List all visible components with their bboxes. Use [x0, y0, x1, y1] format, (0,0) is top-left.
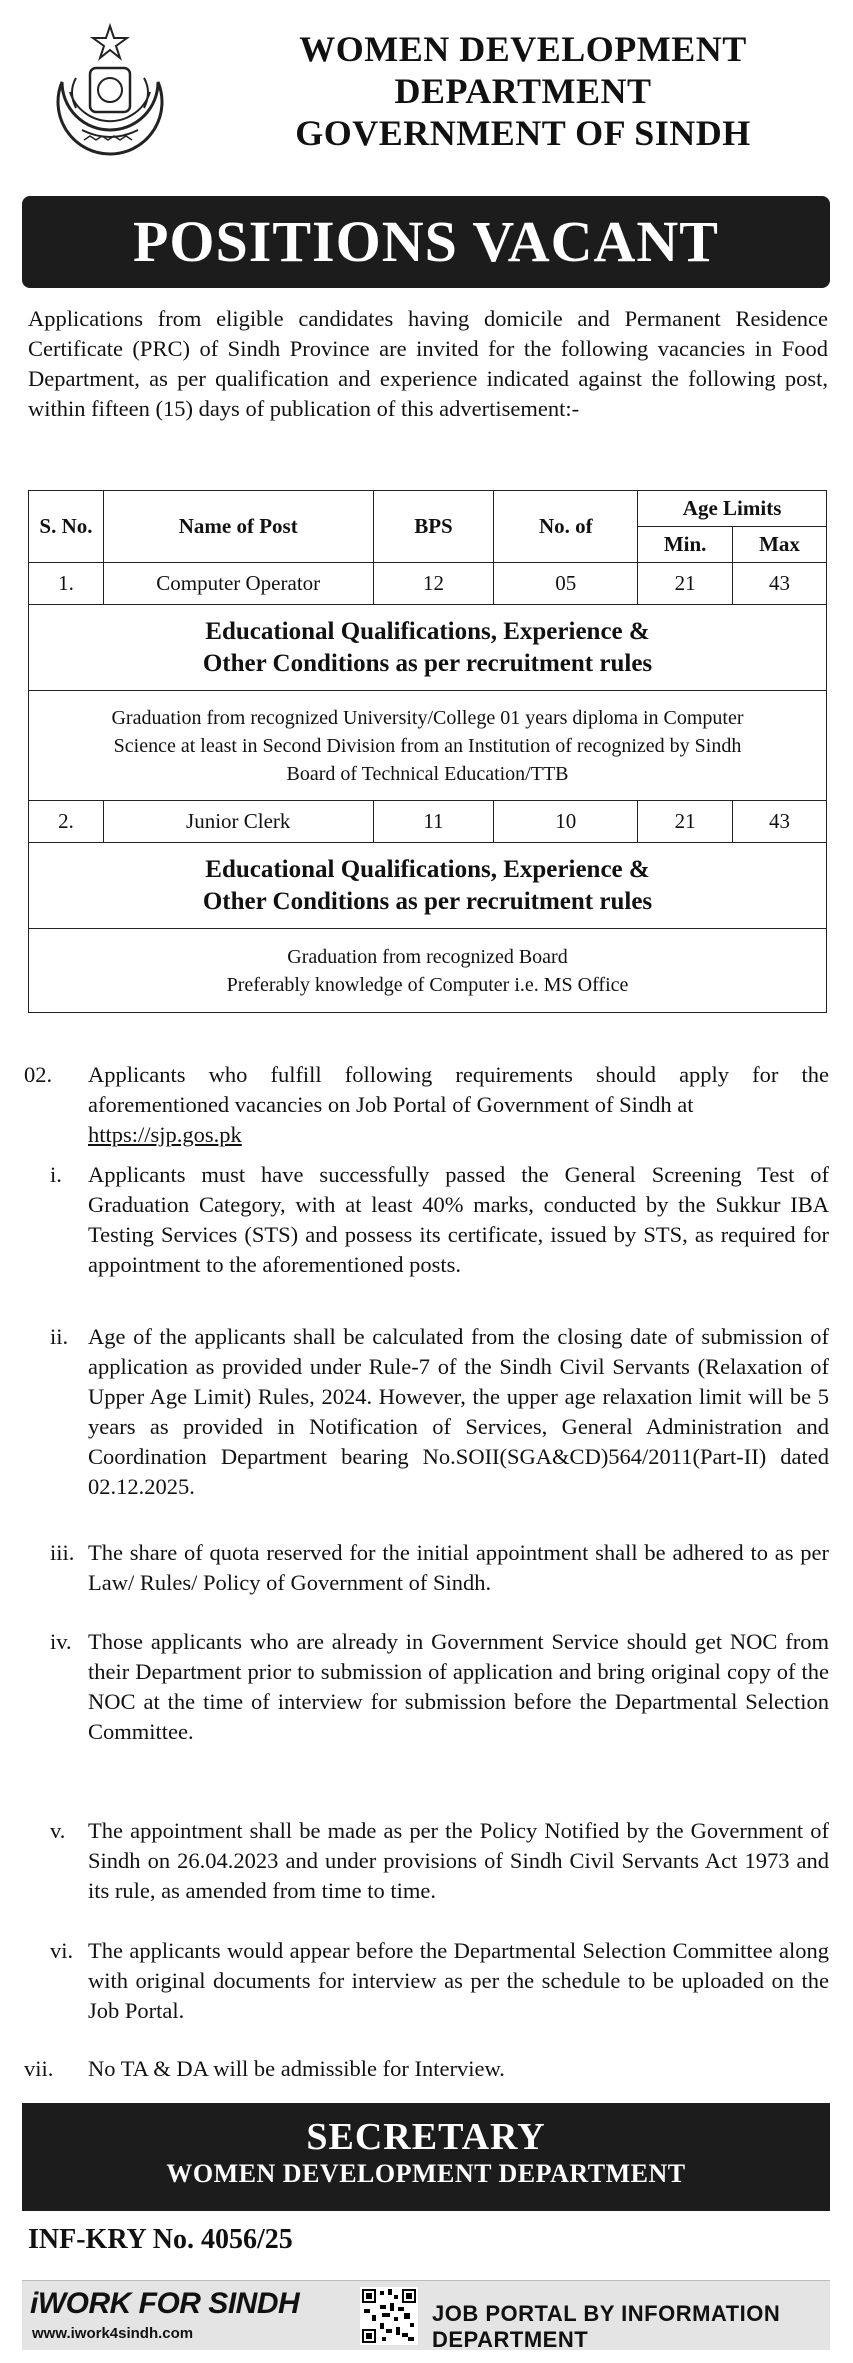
item-text: The applicants would appear before the Departmental Selection Committee along with original documents for interview as per the schedule to be uploaded on the Job Portal.: [88, 1938, 829, 2023]
paragraph-02: [24, 1060, 829, 1150]
job-portal-strip: [22, 2280, 830, 2350]
job-portal-link[interactable]: https://sjp.gos.pk: [88, 1122, 242, 1147]
job-portal-caption: JOB PORTAL BY INFORMATION DEPARTMENT: [432, 2301, 781, 2352]
conditions-line-1: Educational Qualifications, Experience &: [205, 617, 650, 645]
list-item: [24, 1816, 829, 1906]
list-item: [24, 1160, 829, 1280]
item-number: v.: [50, 1818, 66, 1843]
header-sno: S. No.: [29, 491, 104, 563]
list-item: [24, 1936, 829, 2026]
signatory-department: WOMEN DEVELOPMENT DEPARTMENT: [166, 2159, 686, 2188]
conditions-row: [29, 843, 827, 929]
item-text: Applicants must have successfully passed the General Screening Test of Graduation Category, with at least 40% marks, conducted by the Sukkur IBA Testing Services (STS) and possess its certificate, issued by STS, as required for appointment to the aforementioned posts.: [88, 1162, 829, 1277]
qualification-cell: [29, 929, 827, 1013]
conditions-line-2: Other Conditions as per recruitment rules: [202, 649, 653, 677]
positions-vacant-banner: POSITIONS VACANT: [22, 196, 830, 288]
vacancy-table: [28, 490, 827, 1013]
list-item: [24, 1538, 829, 1598]
iwork-for-sindh-logo: iWORK FOR SINDH: [30, 2287, 300, 2320]
header-post: Name of Post: [103, 491, 373, 563]
cell-sno: 2.: [29, 801, 104, 843]
list-item: [24, 1627, 829, 1747]
cell-min-age: 21: [638, 563, 733, 605]
cell-max-age: 43: [733, 801, 827, 843]
header-count: No. of: [494, 491, 638, 563]
item-text: The share of quota reserved for the initial appointment shall be adhered to as per Law/ Rules/ Policy of Government of Sindh.: [88, 1540, 829, 1595]
department-line-2: DEPARTMENT: [394, 71, 652, 111]
cell-count: 05: [494, 563, 638, 605]
cell-post: Junior Clerk: [103, 801, 373, 843]
website-url[interactable]: www.iwork4sindh.com: [32, 2325, 194, 2342]
department-name: [228, 28, 818, 154]
conditions-cell: [29, 605, 827, 691]
item-number: iv.: [50, 1629, 72, 1654]
header-age-limits: Age Limits: [638, 491, 827, 527]
item-text: No TA & DA will be admissible for Interview.: [88, 2056, 505, 2081]
item-text: Those applicants who are already in Government Service should get NOC from their Department prior to submission of application and bring original copy of the NOC at the time of interview for submission before the Departmental Selection Committee.: [88, 1629, 829, 1744]
cell-sno: 1.: [29, 563, 104, 605]
item-text: Age of the applicants shall be calculated from the closing date of submission of application as provided under Rule-7 of the Sindh Civil Servants (Relaxation of Upper Age Limit) Rules, 2024. However, the upper age relaxation limit will be 5 years as provided in Notification of Services, General Administration and Coordination Department bearing No.SOII(SGA&CD)564/2011(Part-II) dated 02.12.2025.: [88, 1324, 829, 1499]
cell-post: Computer Operator: [103, 563, 373, 605]
item-number: i.: [50, 1162, 62, 1187]
qualification-row: [29, 691, 827, 801]
table-header-row: [29, 491, 827, 527]
department-line-1: WOMEN DEVELOPMENT: [299, 29, 747, 69]
qualification-line-2: Science at least in Second Division from an Institution of recognized by Sindh: [113, 734, 742, 757]
item-number: ii.: [50, 1324, 69, 1349]
department-line-3: GOVERNMENT OF SINDH: [295, 113, 751, 153]
qualification-line-3: Board of Technical Education/TTB: [286, 762, 569, 785]
header-max: Max: [733, 527, 827, 563]
conditions-row: [29, 605, 827, 691]
item-text: The appointment shall be made as per the Policy Notified by the Government of Sindh on 26.04.2023 and under provisions of Sindh Civil Servants Act 1973 and its rule, as amended from time to time.: [88, 1818, 829, 1903]
cell-bps: 12: [373, 563, 494, 605]
qualification-row: [29, 929, 827, 1013]
item-number: vii.: [24, 2056, 54, 2081]
qualification-cell: [29, 691, 827, 801]
intro-paragraph: Applications from eligible candidates having domicile and Permanent Residence Certificate (PRC) of Sindh Province are invited for the following vacancies in Food Department, as per qualification and experience indicated against the following post, within fifteen (15) days of publication of this advertisement:-: [28, 306, 828, 421]
item-number: vi.: [50, 1938, 74, 1963]
cell-max-age: 43: [733, 563, 827, 605]
signatory-banner: [22, 2103, 830, 2211]
table-row: [29, 563, 827, 605]
qualification-line-1: Graduation from recognized University/College 01 years diploma in Computer: [111, 706, 744, 729]
paragraph-02-text: Applicants who fulfill following requirements should apply for the aforementioned vacancies on Job Portal of Government of Sindh at: [88, 1062, 829, 1117]
paragraph-number: 02.: [24, 1062, 53, 1087]
header-bps: BPS: [373, 491, 494, 563]
paragraph-body: [24, 1060, 829, 1150]
qr-code-icon[interactable]: [360, 2287, 418, 2345]
qualification-line-2: Preferably knowledge of Computer i.e. MS Office: [226, 973, 629, 996]
cell-bps: 11: [373, 801, 494, 843]
list-item: [24, 1322, 829, 1502]
header-min: Min.: [638, 527, 733, 563]
cell-min-age: 21: [638, 801, 733, 843]
signatory-title: SECRETARY: [306, 2116, 546, 2158]
conditions-line-2: Other Conditions as per recruitment rules: [202, 887, 653, 915]
list-item: [24, 2054, 829, 2084]
sindh-government-emblem: [40, 22, 180, 162]
header: [0, 0, 853, 195]
conditions-line-1: Educational Qualifications, Experience &: [205, 855, 650, 883]
table-row: [29, 801, 827, 843]
qualification-line-1: Graduation from recognized Board: [287, 945, 568, 968]
item-number: iii.: [50, 1540, 75, 1565]
reference-number: INF-KRY No. 4056/25: [28, 2224, 293, 2255]
cell-count: 10: [494, 801, 638, 843]
conditions-cell: [29, 843, 827, 929]
